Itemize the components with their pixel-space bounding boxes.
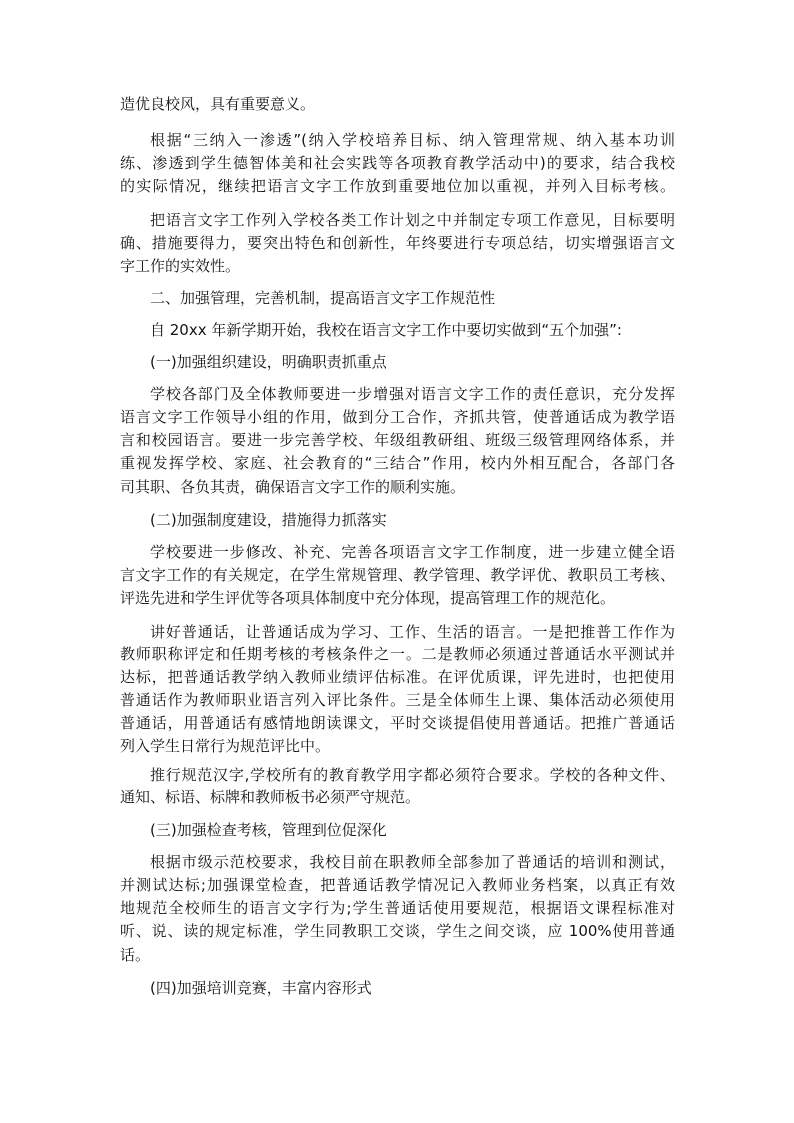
text-line: 讲好普通话，让普通话成为学习、工作、生活的语言。一是把推普工作作为 <box>150 622 675 641</box>
text-line: 普通话作为教师职业语言列入评比条件。三是全体师生上课、集体活动必须使用 <box>120 691 675 710</box>
text-line: 普通话，用普通话有感情地朗读课文，平时交谈提倡使用普通话。把推广普通话 <box>120 714 675 733</box>
text-line: 重视发挥学校、家庭、社会教育的“三结合”作用，校内外相互配合，各部门各 <box>120 454 675 473</box>
text-line: 的实际情况，继续把语言文字工作放到重要地位加以重视，并列入目标考核。 <box>120 177 675 196</box>
text-line: 语言文字工作领导小组的作用，做到分工合作，齐抓共管，使普通话成为教学语 <box>120 407 675 426</box>
subsection-heading-text: (三)加强检查考核，管理到位促深化 <box>150 820 387 839</box>
paragraph <box>120 621 675 758</box>
section-heading-text: 二、加强管理，完善机制，提高语言文字工作规范性 <box>150 288 496 307</box>
paragraph <box>120 319 675 342</box>
text-line: 列入学生日常行为规范评比中。 <box>120 736 331 755</box>
text-line: 言文字工作的有关规定，在学生常规管理、教学管理、教学评优、教职员工考核、 <box>120 565 675 584</box>
subsection-heading-text: (四)加强培训竞赛，丰富内容形式 <box>150 978 372 997</box>
text-line: 教师职称评定和任期考核的考核条件之一。二是教师必须通过普通话水平测试并 <box>120 645 675 664</box>
text-line: 司其职、各负其责，确保语言文字工作的顺利实施。 <box>120 477 466 496</box>
subsection-heading <box>120 977 675 1000</box>
subsection-heading-text: (二)加强制度建设，措施得力抓落实 <box>150 510 387 529</box>
text-line: 并测试达标;加强课堂检查，把普通话教学情况记入教师业务档案，以真正有效 <box>120 875 675 894</box>
text-line: 达标，把普通话教学纳入教师业绩评估标准。在评优质课，评先进时，也把使用 <box>120 668 675 687</box>
text-line: 把语言文字工作列入学校各类工作计划之中并制定专项工作意见，目标要明 <box>150 210 675 229</box>
paragraph <box>120 764 675 810</box>
text-line: 根据“三纳入一渗透”(纳入学校培养目标、纳入管理常规、纳入基本功训 <box>150 130 675 149</box>
text-line: 学校要进一步修改、补充、完善各项语言文字工作制度，进一步建立健全语 <box>150 542 675 561</box>
text-line: 学校各部门及全体教师要进一步增强对语言文字工作的责任意识，充分发挥 <box>150 384 675 403</box>
text-line: 推行规范汉字,学校所有的教育教学用字都必须符合要求。学校的各种文件、 <box>150 765 675 784</box>
text-line: 根据市级示范校要求，我校目前在职教师全部参加了普通话的培训和测试， <box>150 852 675 871</box>
text-line: 字工作的实效性。 <box>120 257 241 276</box>
text-line: 造优良校风，具有重要意义。 <box>120 94 316 113</box>
paragraph <box>120 851 675 967</box>
text-line: 话。 <box>120 945 151 964</box>
paragraph <box>120 541 675 611</box>
text-line: 确、措施要得力，要突出特色和创新性，年终要进行专项总结，切实增强语言文 <box>120 233 675 252</box>
paragraph <box>120 129 675 199</box>
text-line: 言和校园语言。要进一步完善学校、年级组教研组、班级三级管理网络体系，并 <box>120 431 675 450</box>
text-line: 通知、标语、标牌和教师板书必须严守规范。 <box>120 788 421 807</box>
paragraph <box>120 209 675 279</box>
text-line: 自 20xx 年新学期开始，我校在语言文字工作中要切实做到“五个加强”: <box>150 320 622 339</box>
text-line: 评选先进和学生评优等各项具体制度中充分体现，提高管理工作的规范化。 <box>120 589 616 608</box>
subsection-heading <box>120 509 675 532</box>
text-line: 地规范全校师生的语言文字行为;学生普通话使用要规范，根据语文课程标准对 <box>120 899 675 918</box>
subsection-heading <box>120 819 675 842</box>
paragraph <box>120 383 675 499</box>
subsection-heading-text: (一)加强组织建设，明确职责抓重点 <box>150 352 387 371</box>
paragraph <box>120 93 675 116</box>
text-line: 练、渗透到学生德智体美和社会实践等各项教育教学活动中)的要求，结合我校 <box>120 153 675 172</box>
subsection-heading <box>120 351 675 374</box>
text-line: 听、说、读的规定标准，学生同教职工交谈，学生之间交谈，应 100%使用普通 <box>120 922 675 941</box>
section-heading <box>120 287 675 310</box>
